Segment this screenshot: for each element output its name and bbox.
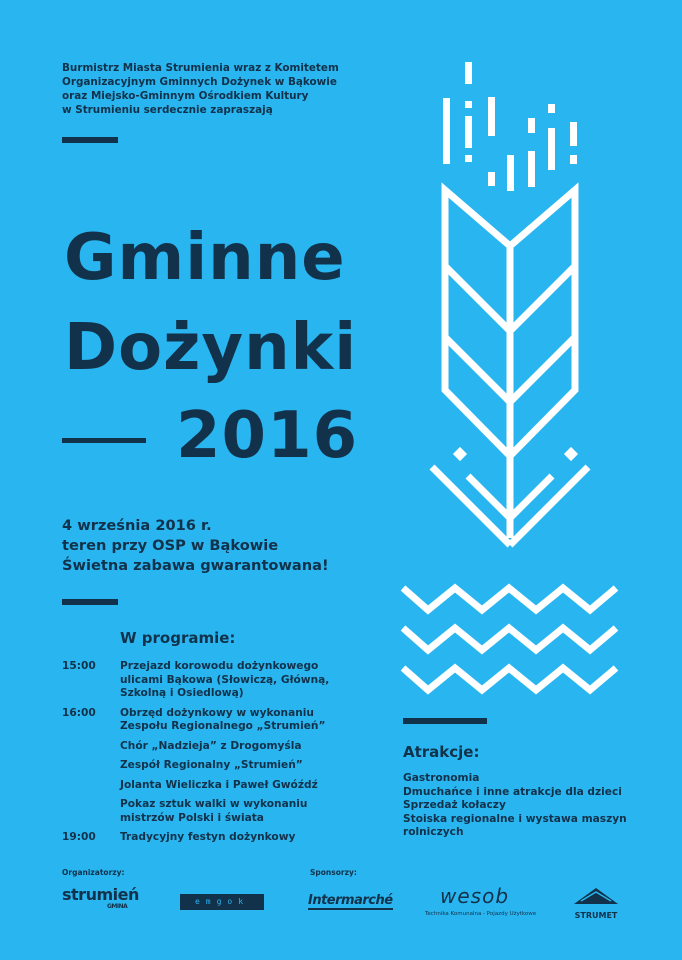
intro-line: oraz Miejsko-Gminnym Ośrodkiem Kultury (62, 90, 309, 102)
page-title-year: 2016 (176, 399, 359, 473)
strumien-logo-text: strumień (62, 885, 139, 904)
program-text: Tradycyjny festyn dożynkowy (120, 831, 296, 843)
intro-line: Burmistrz Miasta Strumienia wraz z Komitetem (62, 62, 339, 74)
page-title-line2: Dożynki (64, 311, 358, 385)
program-text: Pokaz sztuk walki w wykonaniu mistrzów Polski i świata (120, 798, 308, 824)
attractions-heading: Atrakcje: (403, 743, 480, 761)
program-text: Jolanta Wieliczka i Paweł Gwóźdź (120, 778, 318, 791)
event-date: 4 września 2016 r. (62, 517, 212, 534)
program-text: Przejazd korowodu dożynkowego ulicami Bąkowa (Słowiczą, Główną, Szkolną i Osiedlową) (120, 660, 330, 699)
attractions-list (403, 772, 643, 840)
intro-line: Organizacyjnym Gminnych Dożynek w Bąkowie (62, 76, 337, 88)
organizers-label: Organizatorzy: (62, 868, 125, 877)
program-text: Zespół Regionalny „Strumień” (120, 759, 303, 771)
program-time: 19:00 (62, 831, 96, 843)
intro-line: w Strumieniu serdecznie zapraszają (62, 104, 273, 116)
strumet-logo-text: STRUMET (574, 911, 618, 920)
attraction-item: Sprzedaż kołaczy (403, 799, 506, 811)
event-place: teren przy OSP w Bąkowie (62, 537, 279, 554)
wesob-logo: wesob (440, 884, 510, 908)
intermarche-logo: Intermarché (308, 893, 393, 908)
emgok-logo: emgok (180, 894, 264, 910)
page-title-line1: Gminne (64, 221, 346, 295)
program-heading: W programie: (120, 629, 236, 647)
program-time: 15:00 (62, 660, 96, 672)
divider-bar (403, 718, 487, 724)
attraction-item: Stoiska regionalne i wystawa maszyn rolniczych (403, 812, 627, 838)
attraction-item: Gastronomia (403, 772, 480, 784)
event-slogan: Świetna zabawa gwarantowana! (62, 557, 329, 574)
strumien-logo-sub: GMINA (107, 903, 128, 910)
strumet-logo (571, 886, 621, 920)
program-text: Obrzęd dożynkowy w wykonaniu Zespołu Regionalnego „Strumień” (120, 706, 326, 732)
strumet-mountain-icon (571, 886, 621, 906)
sponsors-label: Sponsorzy: (310, 868, 357, 877)
program-time: 16:00 (62, 706, 96, 719)
program-text: Chór „Nadzieja” z Drogomyśla (120, 739, 302, 752)
attraction-item: Dmuchańce i inne atrakcje dla dzieci (403, 785, 622, 798)
strumien-logo (62, 885, 139, 910)
wesob-logo-sub: Technika Komunalna - Pojazdy Użytkowe (425, 911, 537, 917)
